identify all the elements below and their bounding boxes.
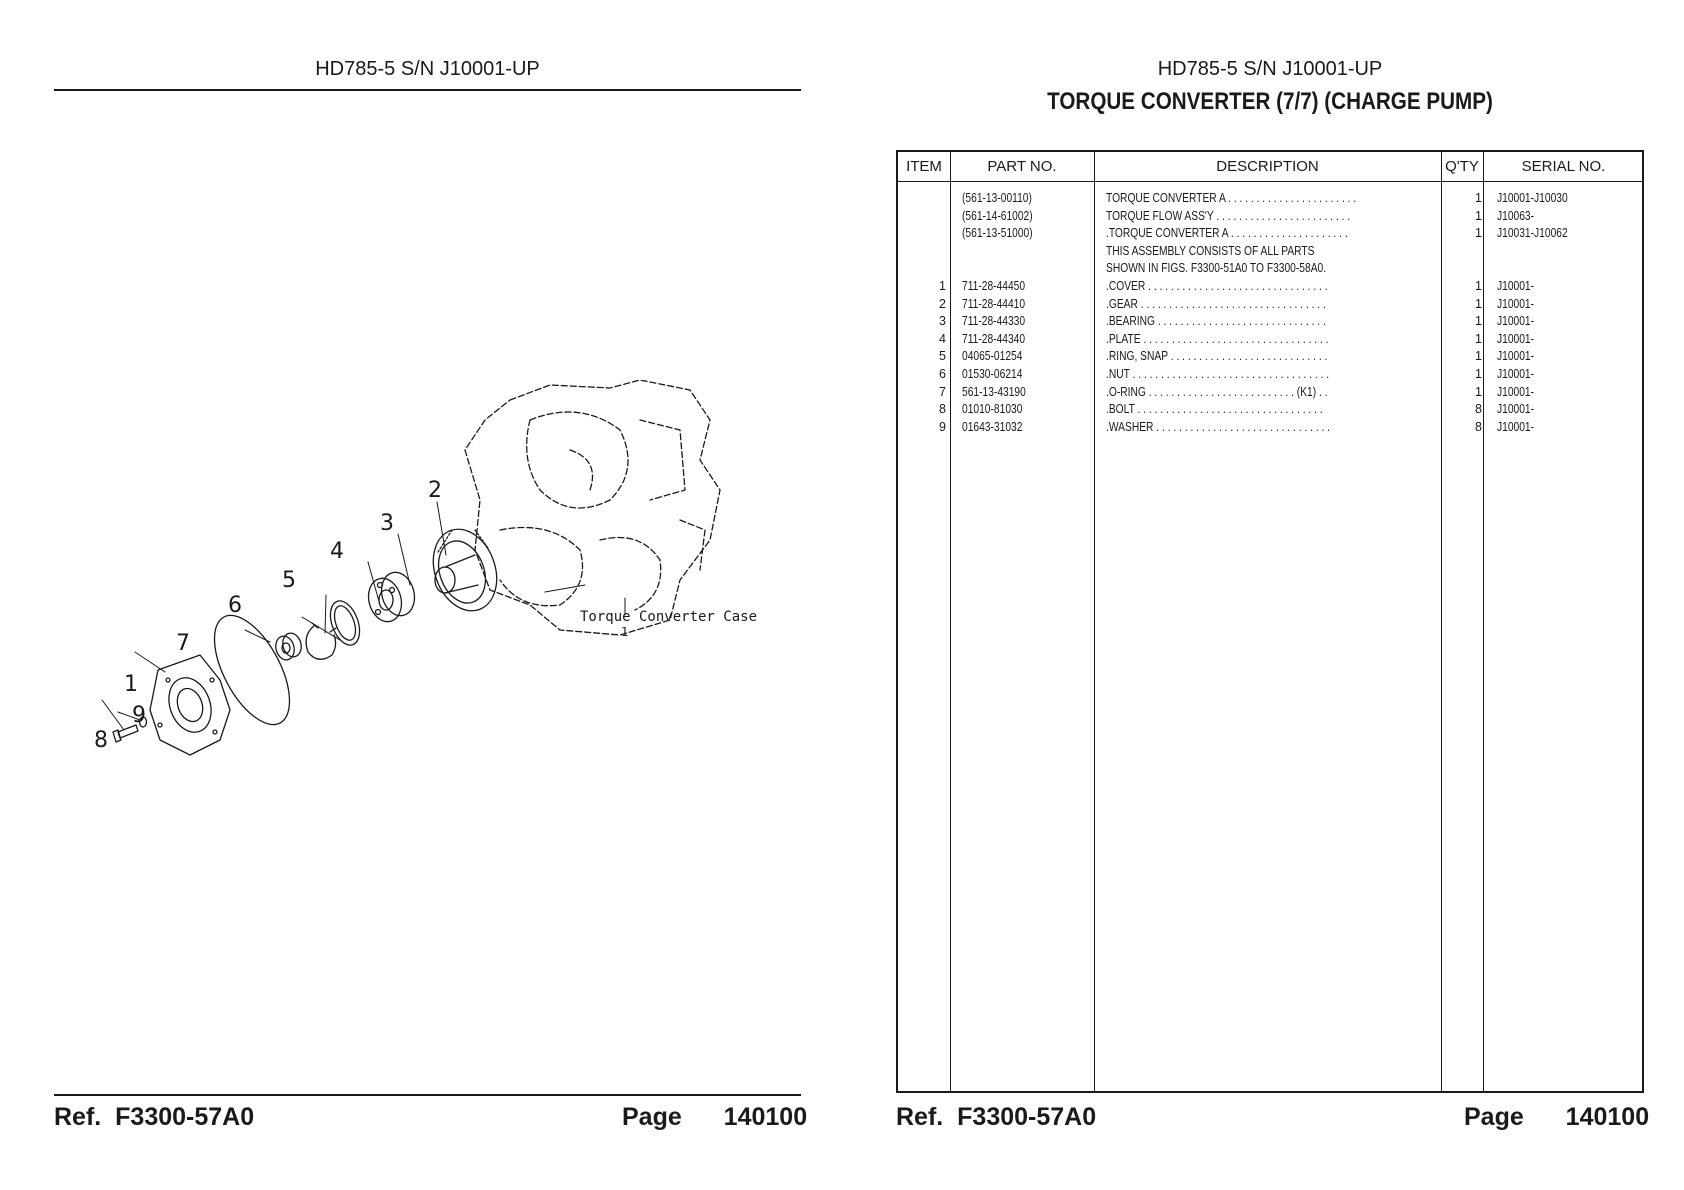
part-no-cell-text: 711-28-44450 bbox=[962, 279, 1026, 293]
plate-part bbox=[325, 597, 365, 649]
qty-cell: 1 bbox=[1475, 208, 1482, 223]
description-cell-text: .WASHER . . . . . . . . . . . . . . . . . . . . . . . . . . . . . . . bbox=[1106, 419, 1331, 434]
item-cell: 5 bbox=[939, 349, 946, 364]
description-cell-text: .TORQUE CONVERTER A . . . . . . . . . . . . . . . . . . . . . bbox=[1106, 226, 1348, 241]
qty-cell: 1 bbox=[1475, 367, 1482, 381]
table-row bbox=[898, 243, 1642, 261]
qty-cell: 8 bbox=[1475, 402, 1482, 417]
description-cell-text: .BEARING . . . . . . . . . . . . . . . . . . . . . . . . . . . . . . bbox=[1106, 314, 1326, 329]
item-cell: 6 bbox=[939, 367, 946, 381]
callout-2: 2 bbox=[428, 478, 442, 503]
callout-8: 8 bbox=[94, 728, 108, 753]
serial-no-cell-text: J10001- bbox=[1497, 419, 1535, 434]
qty-cell: 1 bbox=[1475, 279, 1482, 293]
table-row bbox=[898, 225, 1642, 243]
description-cell-text: .O-RING . . . . . . . . . . . . . . . . . . . . . . . . . . (K1) . . bbox=[1106, 384, 1328, 399]
callout-6: 6 bbox=[228, 593, 242, 618]
col-header-item: ITEM bbox=[906, 158, 942, 175]
nut-part bbox=[273, 631, 304, 662]
callout-4: 4 bbox=[330, 539, 344, 564]
qty-cell: 1 bbox=[1475, 331, 1482, 346]
serial-no-cell-text: J10001- bbox=[1497, 349, 1535, 364]
torque-converter-case bbox=[465, 380, 720, 635]
qty-cell: 1 bbox=[1475, 191, 1482, 205]
item-cell: 9 bbox=[939, 419, 946, 434]
qty-cell: 1 bbox=[1475, 314, 1482, 329]
right-page-header: HD785-5 S/N J10001-UP bbox=[1157, 58, 1383, 80]
serial-no-cell-text: J10001- bbox=[1497, 367, 1535, 381]
left-page-header: HD785-5 S/N J10001-UP bbox=[315, 58, 540, 80]
item-cell: 2 bbox=[939, 296, 946, 311]
item-cell: 4 bbox=[939, 331, 946, 346]
exploded-parts-drawing bbox=[80, 380, 780, 840]
ref-label: Ref. bbox=[896, 1103, 944, 1131]
description-cell-text: .BOLT . . . . . . . . . . . . . . . . . . . . . . . . . . . . . . . . . bbox=[1106, 402, 1323, 417]
description-cell-text: .COVER . . . . . . . . . . . . . . . . . . . . . . . . . . . . . . . . bbox=[1106, 279, 1328, 293]
right-footer-ref bbox=[896, 1103, 1096, 1132]
part-no-cell-text: 711-28-44340 bbox=[962, 331, 1026, 346]
serial-no-cell-text: J10001-J10030 bbox=[1497, 191, 1568, 205]
part-no-cell bbox=[962, 243, 1092, 261]
part-no-cell bbox=[962, 419, 1092, 442]
serial-no-cell bbox=[1497, 260, 1637, 278]
serial-no-cell-text: J10001- bbox=[1497, 331, 1535, 346]
serial-no-cell-text: J10001- bbox=[1497, 384, 1535, 399]
left-footer-rule bbox=[54, 1094, 801, 1096]
item-cell: 1 bbox=[939, 279, 946, 293]
table-row bbox=[898, 260, 1642, 278]
serial-no-cell-text: J10001- bbox=[1497, 402, 1535, 417]
callout-1: 1 bbox=[124, 672, 138, 697]
part-no-cell-text: (561-13-00110) bbox=[962, 191, 1032, 205]
description-cell-text: TORQUE CONVERTER A . . . . . . . . . . . . . . . . . . . . . . . bbox=[1106, 191, 1357, 205]
ref-value: F3300-57A0 bbox=[115, 1103, 255, 1131]
table-row bbox=[898, 190, 1642, 208]
ref-label: Ref. bbox=[54, 1103, 102, 1131]
page-value: 140100 bbox=[1565, 1103, 1650, 1131]
case-pointer-label: 1 bbox=[621, 625, 629, 639]
part-no-cell-text: 04065-01254 bbox=[962, 349, 1023, 364]
o-ring-part bbox=[199, 604, 305, 736]
part-no-cell-text: 01010-81030 bbox=[962, 402, 1023, 417]
table-row bbox=[898, 296, 1642, 314]
table-row bbox=[898, 313, 1642, 331]
description-cell-text: .NUT . . . . . . . . . . . . . . . . . . . . . . . . . . . . . . . . . . . bbox=[1106, 367, 1330, 381]
ref-value: F3300-57A0 bbox=[957, 1103, 1097, 1131]
qty-cell: 1 bbox=[1475, 349, 1482, 364]
description-cell-text: .GEAR . . . . . . . . . . . . . . . . . . . . . . . . . . . . . . . . . bbox=[1106, 296, 1326, 311]
item-cell: 7 bbox=[939, 384, 946, 399]
description-cell bbox=[1106, 419, 1441, 442]
col-header-part-no: PART NO. bbox=[987, 158, 1057, 175]
serial-no-cell-text: J10063- bbox=[1497, 208, 1535, 223]
serial-no-cell-text: J10001- bbox=[1497, 279, 1535, 293]
callout-7: 7 bbox=[176, 631, 190, 656]
table-row bbox=[898, 331, 1642, 349]
leader-lines bbox=[102, 502, 625, 730]
item-cell: 3 bbox=[939, 314, 946, 329]
serial-no-cell bbox=[1497, 419, 1637, 442]
callout-5: 5 bbox=[282, 568, 296, 593]
right-footer-page bbox=[1464, 1103, 1649, 1132]
item-cell: 8 bbox=[939, 402, 946, 417]
qty-cell: 1 bbox=[1475, 296, 1482, 311]
part-no-cell-text: 711-28-44330 bbox=[962, 314, 1026, 329]
page-title: TORQUE CONVERTER (7/7) (CHARGE PUMP) bbox=[1047, 88, 1493, 115]
page-label: Page bbox=[1464, 1103, 1524, 1131]
table-row bbox=[898, 419, 1642, 437]
table-row bbox=[898, 348, 1642, 366]
part-no-cell-text: 01643-31032 bbox=[962, 419, 1023, 434]
part-no-cell bbox=[962, 260, 1092, 278]
part-no-cell-text: (561-14-61002) bbox=[962, 208, 1033, 223]
description-cell-text: .PLATE . . . . . . . . . . . . . . . . . . . . . . . . . . . . . . . . . bbox=[1106, 331, 1329, 346]
table-row bbox=[898, 278, 1642, 296]
qty-cell: 1 bbox=[1475, 384, 1482, 399]
col-header-description: DESCRIPTION bbox=[1216, 158, 1319, 175]
gear-part bbox=[422, 520, 507, 619]
left-footer-ref bbox=[54, 1103, 254, 1132]
page-label: Page bbox=[622, 1103, 682, 1131]
table-row bbox=[898, 401, 1642, 419]
callout-3: 3 bbox=[380, 511, 394, 536]
serial-no-cell bbox=[1497, 243, 1637, 261]
table-row bbox=[898, 208, 1642, 226]
page-value: 140100 bbox=[723, 1103, 808, 1131]
part-no-cell-text: 01530-06214 bbox=[962, 367, 1023, 381]
description-cell-text: TORQUE FLOW ASS'Y . . . . . . . . . . . . . . . . . . . . . . . . bbox=[1106, 208, 1351, 223]
col-header-serial-no: SERIAL NO. bbox=[1521, 158, 1606, 175]
description-cell-text: .RING, SNAP . . . . . . . . . . . . . . . . . . . . . . . . . . . . bbox=[1106, 349, 1328, 364]
left-header-rule bbox=[54, 89, 801, 91]
qty-cell: 8 bbox=[1475, 419, 1482, 434]
table-row bbox=[898, 366, 1642, 384]
part-no-cell-text: (561-13-51000) bbox=[962, 226, 1033, 241]
description-cell-text: THIS ASSEMBLY CONSISTS OF ALL PARTS bbox=[1106, 243, 1315, 258]
table-row bbox=[898, 384, 1642, 402]
parts-table bbox=[896, 150, 1644, 1093]
left-footer-page bbox=[622, 1103, 807, 1132]
serial-no-cell-text: J10031-J10062 bbox=[1497, 226, 1568, 241]
serial-no-cell-text: J10001- bbox=[1497, 314, 1535, 329]
part-no-cell-text: 561-13-43190 bbox=[962, 384, 1026, 399]
qty-cell: 1 bbox=[1475, 226, 1482, 241]
case-label: Torque Converter Case bbox=[580, 609, 758, 625]
description-cell-text: SHOWN IN FIGS. F3300-51A0 TO F3300-58A0. bbox=[1106, 261, 1327, 276]
col-header-qty: Q'TY bbox=[1445, 158, 1479, 175]
callout-9: 9 bbox=[132, 703, 146, 728]
serial-no-cell-text: J10001- bbox=[1497, 296, 1535, 311]
part-no-cell-text: 711-28-44410 bbox=[962, 296, 1026, 311]
